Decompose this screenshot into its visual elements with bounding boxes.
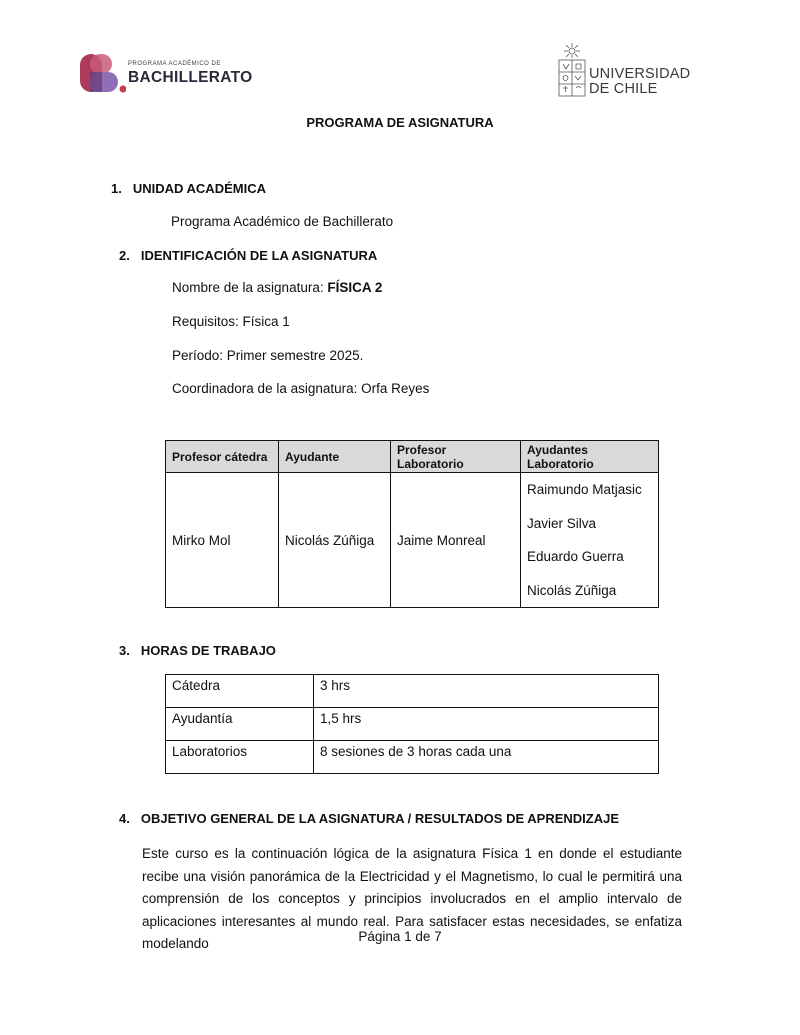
section-2-heading [119,248,377,263]
header-profesor-laboratorio: Profesor Laboratorio [391,441,521,473]
section-number: 3. [119,643,130,658]
hours-label: Laboratorios [166,741,314,774]
course-name-value: FÍSICA 2 [327,280,383,295]
requirements-text: Requisitos: Física 1 [172,314,290,329]
table-row [166,741,659,774]
section-title: HORAS DE TRABAJO [140,643,276,658]
hours-label: Ayudantía [166,708,314,741]
lab-assistant: Eduardo Guerra [527,549,624,564]
hours-value: 3 hrs [314,675,659,708]
table-row [166,675,659,708]
course-name-label: Nombre de la asignatura: [172,280,328,295]
header-profesor-catedra: Profesor cátedra [166,441,279,473]
lab-assistant: Raimundo Matjasic [527,482,642,497]
section-number: 1. [111,181,122,196]
logo-small-text: PROGRAMA ACADÉMICO DE [128,61,221,67]
professors-table [165,440,659,608]
cell-profesor-catedra: Mirko Mol [166,473,279,608]
work-hours-table [165,674,659,774]
section-number: 4. [119,811,130,826]
universidad-de-chile-logo [556,42,696,98]
lab-assistant: Nicolás Zúñiga [527,582,617,598]
hours-label: Cátedra [166,675,314,708]
page-title: PROGRAMA DE ASIGNATURA [306,115,494,130]
academic-unit-text: Programa Académico de Bachillerato [171,214,394,229]
table-header-row [166,441,659,473]
section-title: OBJETIVO GENERAL DE LA ASIGNATURA / RESULTADOS DE APRENDIZAJE [140,811,619,826]
section-title: IDENTIFICACIÓN DE LA ASIGNATURA [140,248,378,263]
section-3-heading [119,643,276,658]
header-ayudante: Ayudante [279,441,391,473]
section-title: UNIDAD ACADÉMICA [132,181,266,196]
bachillerato-logo [80,52,260,94]
bachillerato-logo-mark [80,52,126,94]
university-name-line2: DE CHILE [589,81,658,97]
hours-value: 1,5 hrs [314,708,659,741]
table-row [166,473,659,608]
lab-assistant: Javier Silva [527,515,597,531]
hours-value: 8 sesiones de 3 horas cada una [314,741,659,774]
section-number: 2. [119,248,130,263]
course-name-line [172,280,382,295]
university-crest-icon [556,42,588,98]
section-1-heading [111,181,266,196]
header-ayudantes-laboratorio: Ayudantes Laboratorio [521,441,659,473]
cell-ayudantes-laboratorio [521,473,659,608]
objective-text: Este curso es la continuación lógica de la asignatura Física 1 en donde el estudiante recibe una visión panorámica de la Electricidad y el Magnetismo, lo cual le permitirá una comprensión de los conceptos y principios involucrados en el amplio intervalo de aplicaciones interesantes al mundo real. Para satisfacer estas necesidades, se enfatiza modelando [142,846,682,951]
section-4-heading [119,811,619,826]
page-number: Página 1 de 7 [358,929,442,944]
cell-ayudante: Nicolás Zúñiga [279,473,391,608]
period-text: Período: Primer semestre 2025. [172,348,364,363]
table-row [166,708,659,741]
university-name-line1: UNIVERSIDAD [589,66,691,82]
cell-profesor-laboratorio: Jaime Monreal [391,473,521,608]
logo-big-text: BACHILLERATO [128,69,253,86]
coordinator-text: Coordinadora de la asignatura: Orfa Reyes [172,381,430,396]
